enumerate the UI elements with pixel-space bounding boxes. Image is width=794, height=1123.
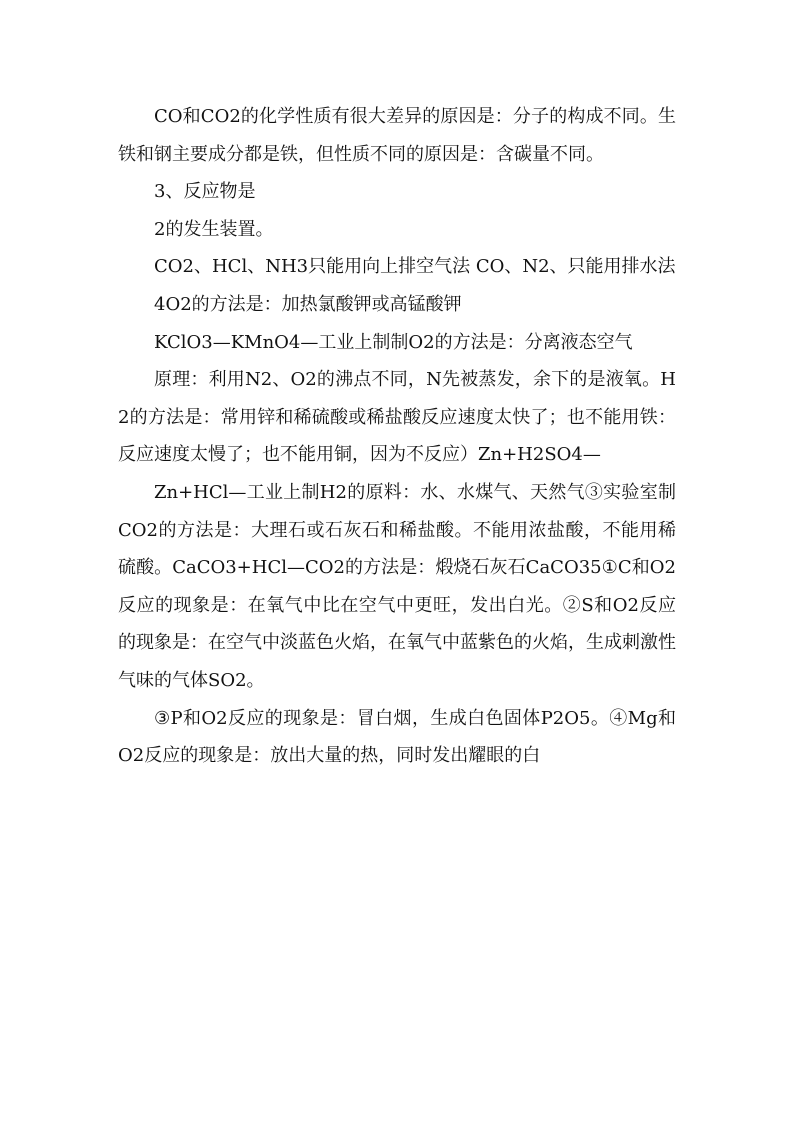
document-body	[118, 98, 676, 775]
paragraph: CO和CO2的化学性质有很大差异的原因是：分子的构成不同。生铁和钢主要成分都是铁，但性质不同的原因是：含碳量不同。	[118, 106, 676, 165]
paragraph: ③P和O2反应的现象是：冒白烟，生成白色固体P2O5。④Mg和O2反应的现象是：放出大量的热，同时发出耀眼的白	[118, 707, 676, 767]
paragraph: KClO3—KMnO4—工业上制制O2的方法是：分离液态空气	[154, 331, 633, 353]
paragraph: 2的发生装置。	[154, 218, 274, 240]
paragraph: 3、反应物是	[154, 181, 256, 203]
paragraph: 原理：利用N2、O2的沸点不同，N先被蒸发，余下的是液氧。H2的方法是：常用锌和稀硫酸或稀盐酸反应速度太快了；也不能用铁：反应速度太慢了；也不能用铜，因为不反应）Zn+H2SO4—	[118, 369, 676, 466]
paragraph: CO2、HCl、NH3只能用向上排空气法 CO、N2、只能用排水法	[154, 256, 676, 278]
paragraph: Zn+HCl—工业上制H2的原料：水、水煤气、天然气③实验室制CO2的方法是：大理石或石灰石和稀盐酸。不能用浓盐酸，不能用稀硫酸。CaCO3+HCl—CO2的方法是：煅烧石灰石CaCO35①C和O2反应的现象是：在氧气中比在空气中更旺，发出白光。②S和O2反应的现象是：在空气中淡蓝色火焰，在氧气中蓝紫色的火焰，生成刺激性气味的气体SO2。	[118, 481, 676, 691]
paragraph: 4O2的方法是：加热氯酸钾或高锰酸钾	[154, 293, 462, 315]
